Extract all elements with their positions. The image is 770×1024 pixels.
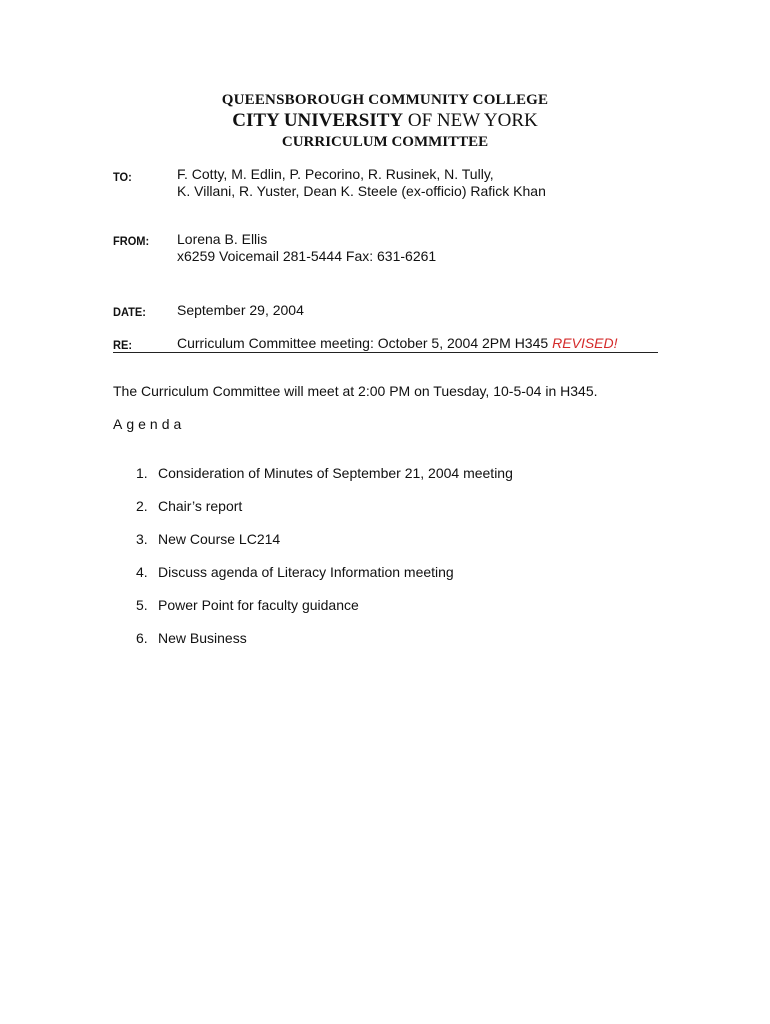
- date-label: DATE:: [113, 305, 146, 319]
- agenda-item-number: 1.: [136, 465, 148, 481]
- from-label: FROM:: [113, 234, 150, 248]
- agenda-item-text: Discuss agenda of Literacy Information meeting: [158, 564, 454, 580]
- meeting-intro: The Curriculum Committee will meet at 2:00 PM on Tuesday, 10-5-04 in H345.: [113, 383, 598, 399]
- agenda-item: [136, 498, 513, 531]
- re-subject: [177, 335, 618, 352]
- agenda-item: [136, 630, 513, 663]
- agenda-item: [136, 465, 513, 498]
- date-value: September 29, 2004: [177, 302, 304, 318]
- agenda-item-text: New Course LC214: [158, 531, 281, 547]
- college-name: QUEENSBOROUGH COMMUNITY COLLEGE: [221, 92, 549, 108]
- from-name: Lorena B. Ellis: [177, 231, 268, 247]
- agenda-item: [136, 597, 513, 630]
- agenda-item-text: New Business: [158, 630, 247, 646]
- re-subject-text: Curriculum Committee meeting: October 5, 2004 2PM H345: [177, 335, 549, 351]
- re-label: RE:: [113, 338, 133, 352]
- to-recipients-line2: K. Villani, R. Yuster, Dean K. Steele (ex-officio) Rafick Khan: [177, 183, 546, 199]
- agenda-heading: Agenda: [113, 416, 186, 432]
- to-label: TO:: [113, 170, 132, 184]
- agenda-item-number: 4.: [136, 564, 148, 580]
- agenda-item: [136, 531, 513, 564]
- agenda-list: [136, 465, 513, 663]
- revised-flag: REVISED!: [552, 335, 618, 351]
- university-name-rest: OF NEW YORK: [403, 110, 538, 131]
- agenda-item-number: 5.: [136, 597, 148, 613]
- agenda-item-number: 2.: [136, 498, 148, 514]
- committee-name: CURRICULUM COMMITTEE: [281, 134, 489, 150]
- university-name-bold: CITY UNIVERSITY: [232, 110, 404, 131]
- from-contact: x6259 Voicemail 281-5444 Fax: 631-6261: [177, 248, 437, 264]
- agenda-item: [136, 564, 513, 597]
- header-divider: [113, 352, 658, 353]
- agenda-item-text: Power Point for faculty guidance: [158, 597, 359, 613]
- university-name: [0, 110, 770, 132]
- to-recipients-line1: F. Cotty, M. Edlin, P. Pecorino, R. Rusinek, N. Tully,: [177, 166, 494, 182]
- agenda-item-text: Consideration of Minutes of September 21, 2004 meeting: [158, 465, 513, 481]
- agenda-item-text: Chair’s report: [158, 498, 243, 514]
- agenda-item-number: 3.: [136, 531, 148, 547]
- agenda-item-number: 6.: [136, 630, 148, 646]
